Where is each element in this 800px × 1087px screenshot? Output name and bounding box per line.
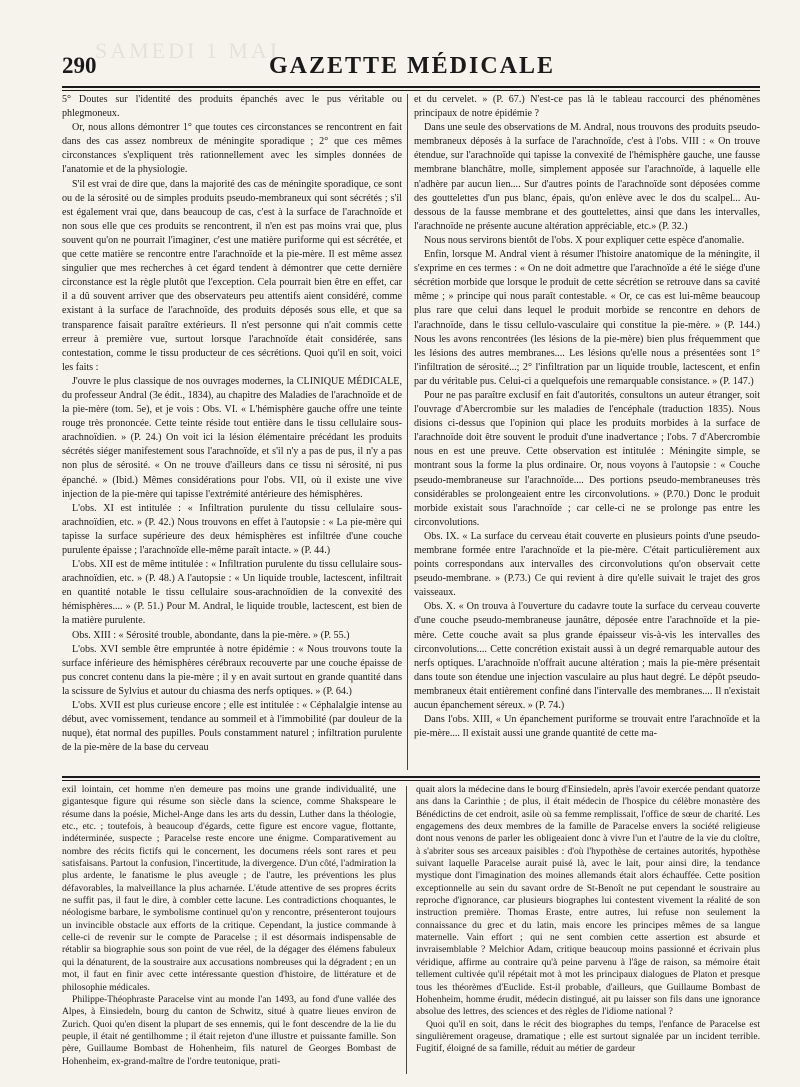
paragraph: Obs. XIII : « Sérosité trouble, abondante, dans la pie-mère. » (P. 55.) bbox=[72, 629, 350, 641]
feuilleton-column-right bbox=[416, 784, 760, 1080]
paragraph: Obs. X. « On trouva à l'ouverture du cadavre toute la surface du cerveau couverte d'une couche pseudo-membraneuse jaunâtre, déposée entre l'arachnoïde et la pie-mère. Cette couche avait sa plus grande épaisseur vis-à-vis les intervalles des circonvolutions.... Cette concrétion existait aussi à un degré remarquable autour des nerfs optiques. L'arachnoïde n'offrait aucune altération ; mais la pie-mère présentait dans toute son étendue une injection vasculaire au plus haut degré. Le dépôt pseudo-membraneux était entièrement confiné dans l'intervalle des membranes.... Il n'existait aucun épanchement séreux. » (P. 74.) bbox=[414, 601, 760, 712]
paragraph: Dans une seule des observations de M. Andral, nous trouvons des produits pseudo-membraneux déposés à la surface de l'arachnoïde, c'est à l'obs. VIII : « On trouve étendue, sur l'arachnoïde qui tapisse la convexité de l'hémisphère gauche, une fausse membrane blanchâtre, molle, simplement apposée sur l'arachnoïde, à laquelle elle n'adhère par aucun lien.... Sur d'autres points de l'arachnoïde sont déposées comme des gouttelettes d'un pus blanc, épais, qu'on enlève avec le dos du scalpel... Au-dessous de la fausse membrane et des gouttelettes, ainsi que dans les intervalles, l'arachnoïde ne présente aucune altération appréciable, etc.» (P. 32.) bbox=[414, 122, 760, 232]
paragraph: Quoi qu'il en soit, dans le récit des biographes du temps, l'enfance de Paracelse est singulièrement orageuse, dramatique ; elle est surtout signalée par un incident terrible. Fugitif, éloigné de sa famille, réduit au métier de gardeur bbox=[416, 1018, 760, 1055]
feuilleton-divider bbox=[406, 786, 407, 1074]
paragraph: Enfin, lorsque M. Andral vient à résumer l'histoire anatomique de la méningite, il s'exprime en ces termes : « On ne doit admettre que l'arachnoïde a été le siége d'une sécrétion morbide que lorsque le produit de cette sécrétion se retrouve dans sa cavité même ; » principe qui nous paraît contestable. « Or, ce cas est lui-même beaucoup plus rare que celui dans lequel le produit morbide se rencontre en dehors de l'arachnoïde, dans le tissu cellulo-vasculaire qui constitue la pie-mère. » (P. 144.) Nous les avons rencontrées (les lésions de la pie-mère) bien plus fréquemment que les lésions des autres membranes.... Les lésions qu'elle nous a présentées sont 1° l'infiltration de sérosité...; 2° l'infiltration par un liquide trouble, lactescent, et enfin par du véritable pus. Celui-ci a quelquefois une remarquable consistance. » (P. 147.) bbox=[414, 249, 760, 387]
paragraph: Nous nous servirons bientôt de l'obs. X pour expliquer cette espèce d'anomalie. bbox=[424, 234, 745, 246]
bleed-through-text: SAMEDI 1 MAI bbox=[95, 38, 281, 63]
feuilleton-rule bbox=[62, 776, 760, 778]
paragraph: L'obs. XVI semble être empruntée à notre épidémie : « Nous trouvons toute la surface inférieure des hémisphères cérébraux recouverte par une couche épaisse de pus concret contenu dans la pie-mère ; il y en avait surtout en grande quantité dans la scissure de Sylvius et autour du chiasma des nerfs optiques. » (P. 64.) bbox=[62, 643, 402, 697]
paragraph: Philippe-Théophraste Paracelse vint au monde l'an 1493, au fond d'une vallée des Alpes, à Einsiedeln, bourg du canton de Schwitz, situé à quatre lieues environ de Zurich. Quoi qu'en disent la plupart de ses ennemis, qui le font descendre de la lie du peuple, il était né gentilhomme ; il était rejeton d'une illustre et puissante famille. Son père, Guillaume Bombast de Hohenheim, fils naturel de Georges Bombast de Hohenheim, ex-grand-maître de l'ordre teutonique, prati- bbox=[62, 993, 396, 1067]
paragraph: L'obs. XVII est plus curieuse encore ; elle est intitulée : « Céphalalgie intense au début, avec vomissement, tendance au sommeil et à l'immobilité (par douleur de la nuque), état normal des pupilles. Pouls constamment naturel ; infiltration purulente de la pie-mère de la base du cerveau bbox=[62, 700, 402, 754]
article-column-right bbox=[414, 93, 760, 773]
paragraph: S'il est vrai de dire que, dans la majorité des cas de méningite sporadique, ce sont ou de la sérosité ou de simples produits pseudo-membraneux qui sont sécrétés ; s'il est également vrai que, dans beaucoup de cas, c'est à la surface de l'arachnoïde et non sous elle que ces produits se rencontrent, il n'en est pas moins vrai que, plus souvent qu'on ne pourrait l'imaginer, c'est une matière puriforme qui est sécrétée, et que cette matière se rencontre entre l'arachnoïde et la pie-mère. Il est même assez singulier que mes recherches à cet égard tendent à démontrer que cette dernière circonstance est la règle plutôt que l'exception. Cela pourrait bien être en effet, car il a dû souvent arriver que des observateurs peu attentifs aient considéré, comme existant à la surface de l'arachnoïde, des produits déposés sous elle, et que sa transparence faisait paraître extérieurs. Il n'est personne qui n'ait commis cette erreur à première vue, surtout lorsque l'arachnoïde était considérée, sans contestation, comme le tissu producteur de ces sécrétions. Quoi qu'il en soit, voici les faits : bbox=[62, 178, 402, 373]
paragraph: Dans l'obs. XIII, « Un épanchement puriforme se trouvait entre l'arachnoïde et la pie-mère.... Il existait aussi une grande quantité de cette ma- bbox=[414, 714, 760, 740]
header-rule bbox=[62, 86, 760, 88]
paragraph: Obs. IX. « La surface du cerveau était couverte en plusieurs points d'une pseudo-membrane formée entre l'arachnoïde et la pie-mère. C'était particulièrement aux points correspondans aux intervalles des circonvolutions qu'on observait cette pseudo-membrane. » (P.73.) Ce qui revient à dire qu'elle suivait le trajet des gros vaisseaux. bbox=[414, 530, 760, 599]
paragraph: Or, nous allons démontrer 1° que toutes ces circonstances se rencontrent en fait dans des cas assez nombreux de méningite sporadique ; 2° que ces mêmes circonstances s'expliquent très rationnellement avec les simples données de l'anatomie et de la physiologie. bbox=[62, 122, 402, 176]
page-number: 290 bbox=[62, 53, 97, 78]
journal-title: GAZETTE MÉDICALE bbox=[268, 53, 556, 79]
paragraph: quait alors la médecine dans le bourg d'Einsiedeln, après l'avoir exercée pendant quatorze ans dans la Carinthie ; de plus, il était médecin de l'hospice du célèbre monastère des Bénédictins de cet endroit, asile où sa femme remplissait, l'office de sœur de charité. Les engagemens des deux membres de la famille de Paracelse envers la société religieuse dont nous venons de parler les obligeaient donc à vivre l'un et l'autre de la vie du cloître, à s'abriter sous ses arceaux paisibles : d'où l'hypothèse de certaines autorités, hypothèse suivant laquelle Paracelse aurait puisé là, avec le lait, pour ainsi dire, la tendance mystique dont l'imagination des moines allemands était alors échauffée. Cette position exceptionnelle au sein du savant ordre de St-Benoît ne put cependant le soustraire au reproche d'ignorance, car plusieurs biographes lui contestent vivement la réalité de son instruction première. Thomas Eraste, entre autres, lui refuse non seulement la connaissance du grec et du latin, mais encore les principes mêmes de sa langue maternelle. Vain effort ; qui ne sent combien cette assertion est absurde et invraisemblable ? Melchior Adam, critique beaucoup moins passionné et écrivain plus véridique, affirme au contraire qu'à peine parvenu à l'âge de raison, sa mémoire était tellement cultivée qu'il répétait mot à mot les principaux dialogues de Platon et presque tous les théorèmes d'Euclide. Est-il probable, d'ailleurs, que Guillaume Bombast de Hohenheim, homme érudit, médecin distingué, ait pu laisser son fils dans une ignorance absolue des lettres, des sciences et des règles de l'idiome national ? bbox=[416, 784, 760, 1018]
feuilleton-rule-thin bbox=[62, 780, 760, 781]
paragraph: J'ouvre le plus classique de nos ouvrages modernes, la CLINIQUE MÉDICALE, du professeur Andral (3e édit., 1834), au chapitre des Maladies de l'arachnoïde et de la pie-mère (tom. 5e), et je vois : Obs. VI. « L'hémisphère gauche offre une teinte rouge très prononcée. Cette teinte réside tout entière dans le tissu cellulaire sous-arachnoïdien. » (P. 24.) On voit ici la lésion élémentaire précédant les produits sécrétés siéger manifestement sous l'arachnoïde, et s'il n'y a pas de pus, il n'y a pas non plus de sérosité. « On ne trouve d'ailleurs dans ce tissu ni sérosité, ni pus épanché. » (Ibid.) Mêmes considérations pour l'obs. VII, où il existe une vive injection de la pie-mère qui tapisse l'extrémité antérieure des hémisphères. bbox=[62, 375, 402, 500]
paragraph: et du cervelet. » (P. 67.) N'est-ce pas là le tableau raccourci des phénomènes principaux de notre épidémie ? bbox=[414, 94, 760, 120]
paragraph: L'obs. XII est de même intitulée : « Infiltration purulente du tissu cellulaire sous-arachnoïdien, etc. » (P. 48.) A l'autopsie : « Un liquide trouble, lactescent, infiltrait en quantité notable le tissu cellulaire sous-arachnoïdien de la convexité des hémisphères.... » (P. 51.) Pour M. Andral, le liquide trouble, lactescent, est bien de la matière purulente. bbox=[62, 559, 402, 627]
paragraph: exil lointain, cet homme n'en demeure pas moins une grande individualité, une gigantesque figure qui résume son siècle dans la science, comme Shakspeare le résume dans la poésie, Michel-Ange dans les arts du dessin, Luther dans la théologie, etc., etc. ; toutefois, à beaucoup d'égards, cette figure est encore vague, flottante, indéterminée, suspecte ; Paracelse reste encore une énigme. Comparativement au nombre des récits fictifs qui le concernent, les documens réels sont rares et peu satisfaisans. Partout la confusion, l'incertitude, la divergence. D'un côté, l'admiration la plus ardente, le fanatisme le plus aveugle ; de l'autre, les préventions les plus défavorables, la malveillance la plus acharnée. L'étude attentive de ses propres écrits ne suffit pas, il faut le dire, à combler cette lacune. Les contradictions choquantes, le néologisme barbare, le symbolisme continuel qu'on y rencontre, présenteront toujours un invincible obstacle aux efforts de la critique. Cependant, la justice commande à celle-ci de revenir sur le compte de Paracelse ; il est désormais indispensable de rétablir sa biographie sous son point de vue réel, de la dégager des élémens fabuleux qui la dénaturent, de la soustraire aux accusations nombreuses qui la dégradent ; en un mot, il faut en finir avec cette intéressante question d'histoire, de littérature et de philosophie médicales. bbox=[62, 784, 396, 993]
article-column-left bbox=[62, 93, 402, 773]
feuilleton-column-left bbox=[62, 784, 396, 1080]
paragraph: L'obs. XI est intitulée : « Infiltration purulente du tissu cellulaire sous-arachnoïdien, etc. » (P. 42.) Nous trouvons en effet à l'autopsie : « La pie-mère qui tapisse la surface supérieure des deux hémisphères est infiltrée d'une couche purulente épaisse ; l'arachnoïde elle-même paraît intacte. » (P. 44.) bbox=[62, 502, 402, 556]
paragraph: 5° Doutes sur l'identité des produits épanchés avec le pus véritable ou phlegmoneux. bbox=[62, 94, 402, 120]
column-divider bbox=[407, 94, 408, 770]
header-rule-thin bbox=[62, 90, 760, 91]
paragraph: Pour ne pas paraître exclusif en fait d'autorités, consultons un auteur étranger, soit l'ouvrage d'Abercrombie sur les maladies de l'encéphale (traduction 1835). Nous disions ci-dessus que l'opinion qui place les produits morbides à la surface de l'arachnoïde doit être souvent le produit d'une inadvertance ; l'obs. 7 d'Abercrombie nous en est une preuve. Cette observation est intitulée : Méningite simple, se montrant sous la forme la plus ordinaire. Or, nous voyons à l'autopsie : « Couche pseudo-membraneuse sur l'arachnoïde.... Des portions pseudo-membraneuses très considérables se prolongeaient entre les circonvolutions. » (P.70.) Donc le produit morbide existait sous l'arachnoïde ; car celle-ci ne se prolonge pas entre les circonvolutions. bbox=[414, 389, 760, 528]
